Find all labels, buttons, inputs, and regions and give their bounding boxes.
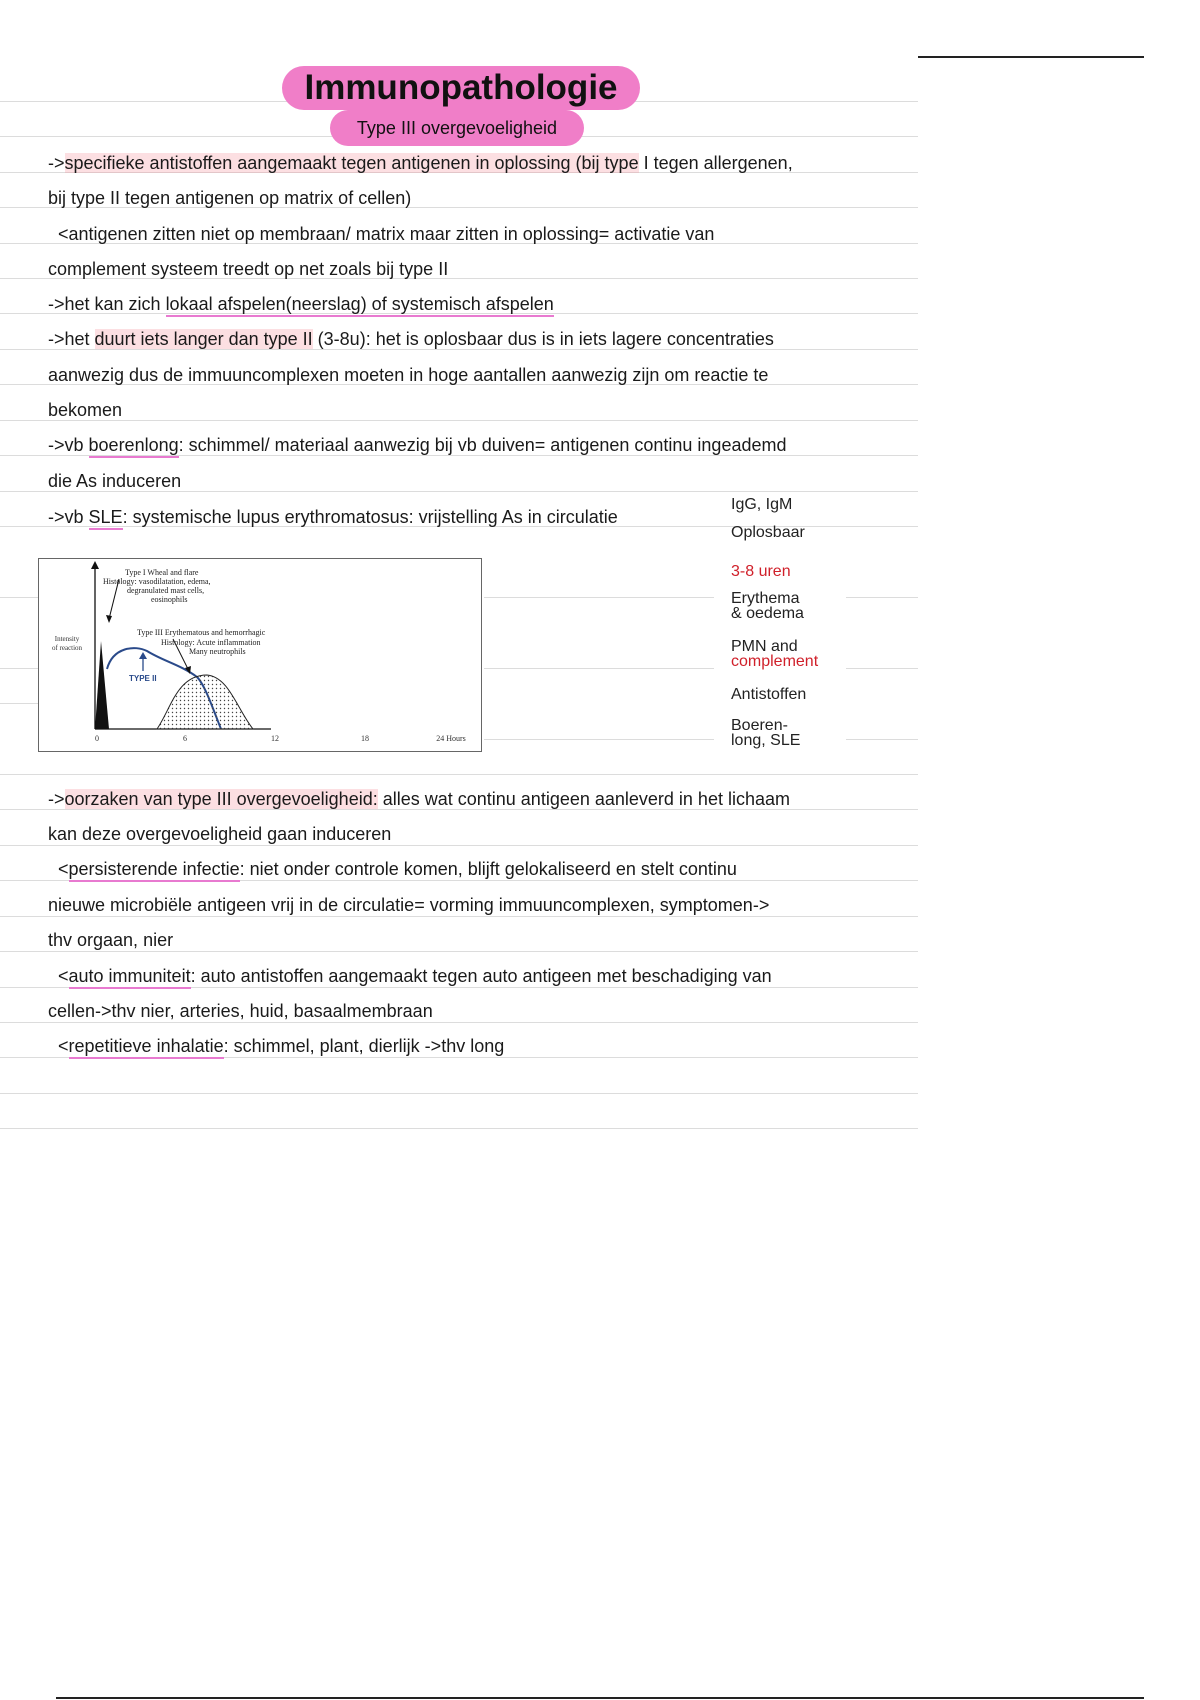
text-line: <repetitieve inhalatie: schimmel, plant, dierlijk ->thv long — [58, 1036, 504, 1057]
text-line: <antigenen zitten niet op membraan/ matrix maar zitten in oplossing= activatie van — [58, 224, 715, 244]
x-tick-18: 18 — [361, 734, 369, 743]
side-note-boerenlong: Boeren- long, SLE — [731, 717, 801, 749]
type-iii-label-2: Histology: Acute inflammation — [161, 638, 261, 647]
page-subtitle: Type III overgevoeligheid — [330, 110, 584, 146]
side-note-erythema: Erythema & oedema — [731, 590, 804, 622]
text-line: ->het duurt iets langer dan type II (3-8u): het is oplosbaar dus is in iets lagere concentraties — [48, 329, 774, 349]
text-line: complement systeem treedt op net zoals bij type II — [48, 259, 449, 279]
text-line: <persisterende infectie: niet onder controle komen, blijft gelokaliseerd en stelt continu — [58, 859, 737, 880]
text-line: bij type II tegen antigenen op matrix of cellen) — [48, 188, 412, 208]
text-line: ->oorzaken van type III overgevoeligheid: alles wat continu antigeen aanleverd in het lichaam — [48, 789, 790, 809]
text-line: ->specifieke antistoffen aangemaakt tegen antigenen in oplossing (bij type I tegen allergenen, — [48, 153, 793, 173]
side-note-duration: 3-8 uren — [731, 563, 791, 580]
figure-graphic — [39, 559, 481, 751]
text-line: ->het kan zich lokaal afspelen(neerslag) of systemisch afspelen — [48, 294, 554, 315]
bottom-divider — [56, 1697, 1144, 1699]
text-line: cellen->thv nier, arteries, huid, basaalmembraan — [48, 1001, 433, 1021]
arrow-type-i-head — [106, 615, 112, 623]
text-line: thv orgaan, nier — [48, 930, 174, 950]
x-tick-0: 0 — [95, 734, 99, 743]
x-tick-6: 6 — [183, 734, 187, 743]
text-line: bekomen — [48, 400, 123, 420]
type-i-label-4: eosinophils — [151, 595, 188, 604]
x-tick-24: 24 Hours — [436, 734, 466, 743]
text-line: ->vb SLE: systemische lupus erythromatosus: vrijstelling As in circulatie — [48, 507, 618, 528]
y-axis-arrow — [91, 561, 99, 569]
arrow-type-ii-head — [139, 652, 147, 659]
page-title: Immunopathologie — [282, 66, 640, 110]
text-line: die As induceren — [48, 471, 182, 491]
type-iii-label-1: Type III Erythematous and hemorrhagic — [137, 628, 266, 637]
type-i-label-2: Histology: vasodilatation, edema, — [103, 577, 211, 586]
side-note-pmn: PMN and complement — [731, 638, 819, 670]
side-note-igg-igm: IgG, IgM — [731, 496, 793, 513]
text-line: aanwezig dus de immuuncomplexen moeten in hoge aantallen aanwezig zijn om reactie te — [48, 365, 769, 385]
reaction-timecourse-figure — [38, 558, 482, 752]
ylabel-1: Intensity — [54, 635, 80, 643]
top-divider — [918, 56, 1144, 58]
text-line: nieuwe microbiële antigeen vrij in de circulatie= vorming immuuncomplexen, symptomen-> — [48, 895, 770, 915]
type-i-curve — [95, 641, 109, 729]
text-line: ->vb boerenlong: schimmel/ materiaal aanwezig bij vb duiven= antigenen continu ingeademd — [48, 435, 787, 456]
type-iii-label-3: Many neutrophils — [189, 647, 246, 656]
side-note-antistoffen: Antistoffen — [731, 686, 807, 703]
text-line: kan deze overgevoeligheid gaan induceren — [48, 824, 392, 844]
ylabel-2: of reaction — [51, 644, 83, 652]
x-tick-12: 12 — [271, 734, 279, 743]
type-i-label-1: Type I Wheal and flare — [125, 568, 199, 577]
type-i-label-3: degranulated mast cells, — [127, 586, 205, 595]
side-note-oplosbaar: Oplosbaar — [731, 524, 805, 541]
text-line: <auto immuniteit: auto antistoffen aangemaakt tegen auto antigeen met beschadiging van — [58, 966, 772, 987]
type-ii-label: TYPE II — [129, 674, 157, 683]
type-iii-curve — [157, 675, 253, 729]
